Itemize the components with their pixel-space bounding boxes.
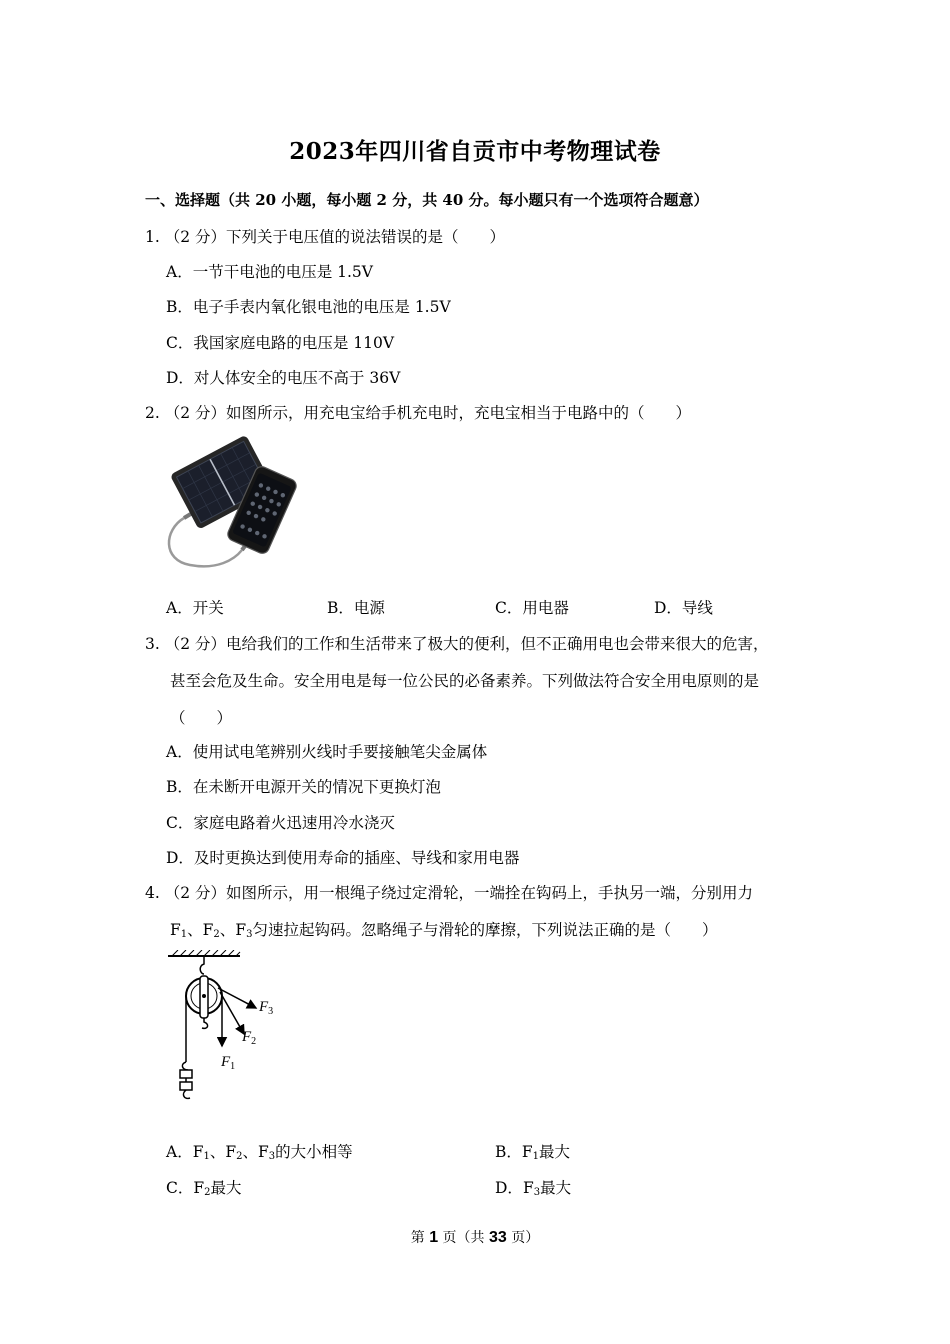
option-d: D．$F_3$最大	[495, 1179, 572, 1198]
section-header: 一、选择题（共 20 小题，每小题 2 分，共 40 分。每小题只有一个选项符合题意）	[145, 191, 709, 209]
question-stem-line-1: （2 分）电给我们的工作和生活带来了极大的便利，但不正确用电也会带来很大的危害，	[164, 635, 769, 653]
page-footer: 第 1 页（共 33 页）	[410, 1229, 540, 1246]
option-a: A．开关	[166, 599, 224, 617]
question-stem-line-2: 甚至会危及生命。安全用电是每一位公民的必备素养。下列做法符合安全用电原则的是	[170, 672, 760, 690]
option-a: A．使用试电笔辨别火线时手要接触笔尖金属体	[166, 743, 488, 761]
option-d: D．及时更换达到使用寿命的插座、导线和家用电器	[166, 849, 520, 867]
force-f2-arrow	[220, 992, 244, 1034]
option-c: C．家庭电路着火迅速用冷水浇灭	[166, 814, 395, 832]
option-a: A．$F_1$、$F_2$、$F_3$的大小相等	[166, 1143, 353, 1162]
force-f2-label: $F_2$	[242, 1029, 257, 1047]
question-stem: （2 分）如图所示，用充电宝给手机充电时，充电宝相当于电路中的（ ）	[164, 404, 692, 422]
option-b: B．$F_1$最大	[495, 1143, 571, 1162]
option-d: D．对人体安全的电压不高于 36V	[166, 369, 401, 387]
force-f1-label: $F_1$	[221, 1054, 236, 1072]
force-f3-label: $F_3$	[259, 999, 274, 1017]
option-b: B．在未断开电源开关的情况下更换灯泡	[166, 778, 441, 796]
question-4	[145, 881, 753, 903]
option-a: A．一节干电池的电压是 1.5V	[166, 263, 373, 281]
question-number: 2.	[145, 404, 160, 422]
question-stem-line-1: （2 分）如图所示，用一根绳子绕过定滑轮，一端拴在钩码上，手执另一端，分别用力	[164, 884, 754, 902]
question-3	[145, 632, 769, 654]
page-number: 1	[429, 1229, 439, 1246]
question-stem: （2 分）下列关于电压值的说法错误的是（ ）	[164, 228, 506, 246]
option-b: B．电源	[327, 599, 385, 617]
power-bank-phone-figure	[162, 432, 302, 570]
question-stem-line-3: （ ）	[170, 709, 233, 727]
question-number: 1.	[145, 228, 160, 246]
question-1	[145, 225, 505, 247]
option-c: C．我国家庭电路的电压是 110V	[166, 334, 395, 352]
pulley-figure	[164, 950, 294, 1106]
question-stem-line-2: $F_1$、$F_2$、$F_3$匀速拉起钩码。忽略绳子与滑轮的摩擦，下列说法正确的是（ ）	[170, 921, 718, 940]
option-c: C．用电器	[495, 599, 569, 617]
page-title: 2023年四川省自贡市中考物理试卷	[289, 138, 661, 165]
option-c: C．$F_2$最大	[166, 1179, 242, 1198]
question-2	[145, 401, 691, 423]
question-number: 4.	[145, 884, 160, 902]
option-d: D．导线	[654, 599, 713, 617]
page-total: 33	[489, 1229, 507, 1246]
option-b: B．电子手表内氧化银电池的电压是 1.5V	[166, 298, 451, 316]
question-number: 3.	[145, 635, 160, 653]
